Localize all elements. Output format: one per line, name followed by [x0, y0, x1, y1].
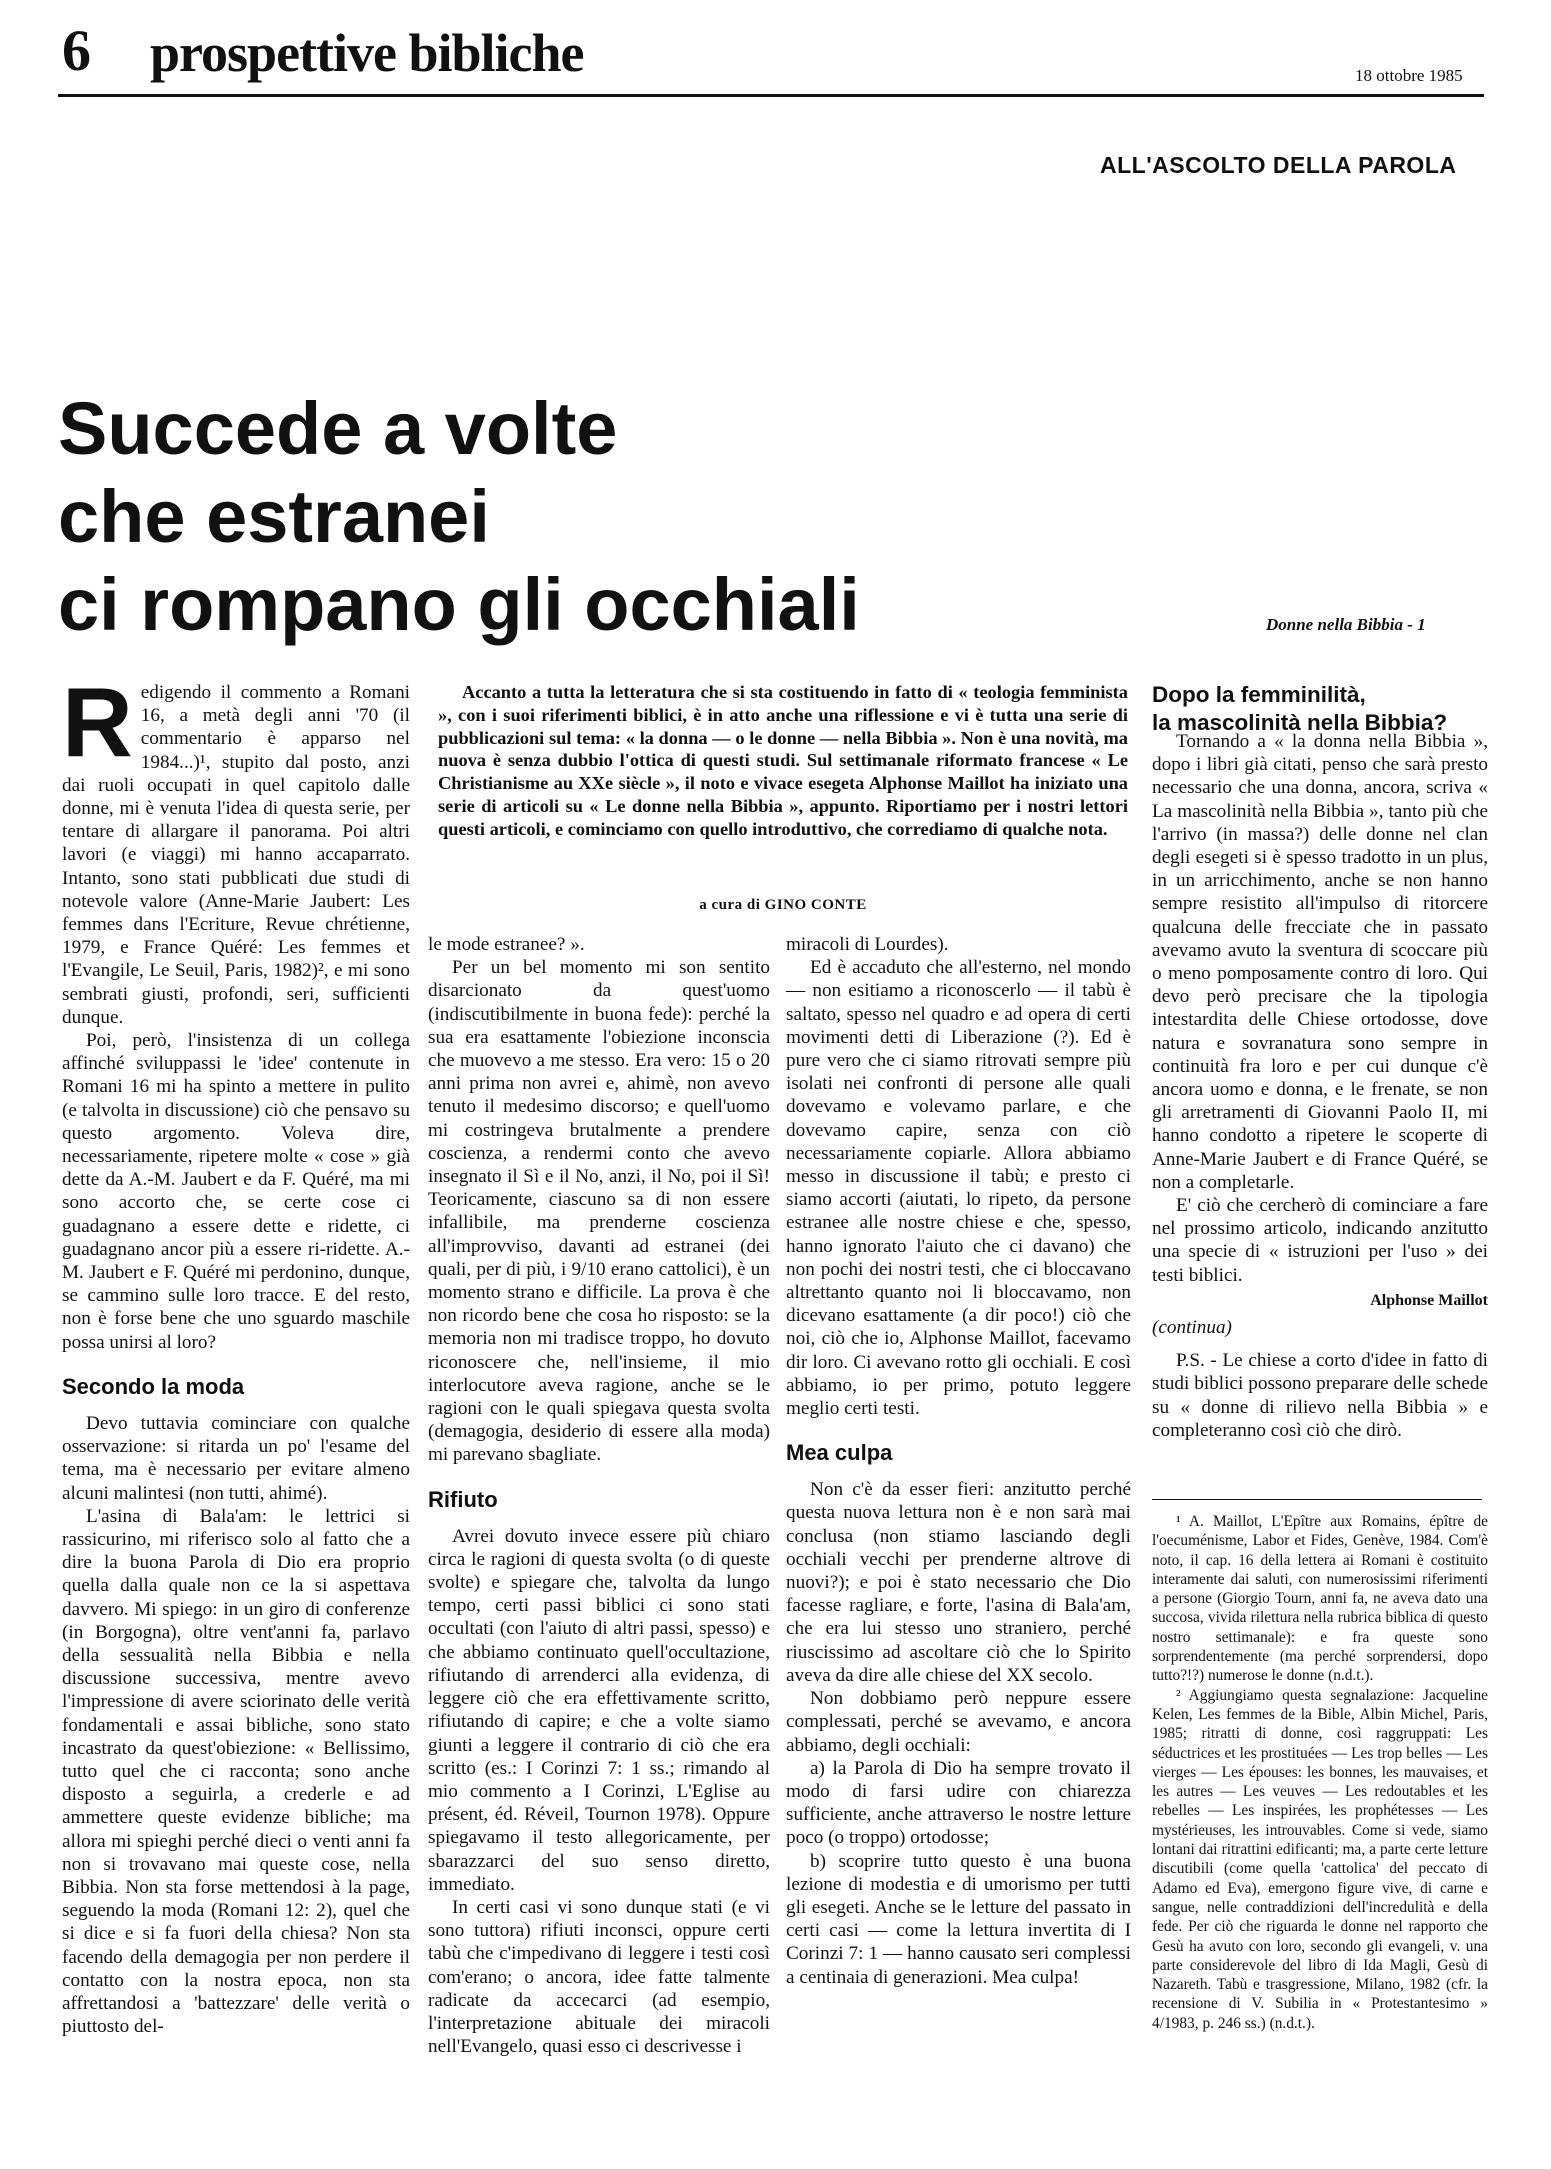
heading-line-2: la mascolinità nella Bibbia? [1152, 710, 1448, 735]
headline-line-2: che estranei [58, 475, 490, 558]
author-signature: Alphonse Maillot [1370, 1291, 1488, 1309]
paragraph: In certi casi vi sono dunque stati (e vi sono tuttora) rifiuti inconsci, oppure certi tabù che c'impedivano di leggere i testi così com'erano; o ancora, idee fatte talmente radicate da accecarci (ad esempio, l'interpretazione abituale dei miracoli nell'Evangelo, quasi esso ci descrivesse i [428, 1896, 770, 2058]
continua-note: (continua) [1152, 1317, 1232, 1339]
issue-date: 18 ottobre 1985 [1355, 66, 1463, 85]
postscript: P.S. - Le chiese a corto d'idee in fatto di studi biblici possono preparare delle schede su « donne di rilievo nella Bibbia » e completeranno così ciò che dirò. [1152, 1350, 1488, 1441]
headline-line-1: Succede a volte [58, 387, 618, 470]
article-column-2 [428, 933, 770, 2058]
subheading-secondo-la-moda: Secondo la moda [62, 1373, 245, 1399]
footnote-1: ¹ A. Maillot, L'Epître aux Romains, épître de l'oecuménisme, Labor et Fides, Genève, 1984. Com'è noto, il cap. 16 della lettera ai Romani è costituito interamente dai saluti, con numerosissimi riferimenti a persone (Giorgio Tourn, anni fa, ne aveva dato una succosa, vivida rilettura nella rubrica biblica di questo nostro settimanale): e fra queste sono sorprendentemente (ma perché sorprendersi, dopo tutto?!?) numerose le donne (n.d.t.). [1152, 1513, 1488, 1685]
subheading-rifiuto: Rifiuto [428, 1486, 498, 1512]
paragraph [62, 667, 410, 1029]
paragraph-text: edigendo il commento a Romani 16, a metà degli anni '70 (il commentario è apparso nel 1984...)¹, stupito dal posto, anzi dai ruoli occupati in quel capitolo dalle donne, mi è venuta l'idea di questa serie, per tentare di allargare il panorama. Poi altri lavori (e viaggi) mi hanno accaparrato. Intanto, sono stati pubblicati due studi di notevole valore (Anne-Marie Jaubert: Les femmes dans l'Ecriture, Revue chrétienne, 1979, e France Quéré: Les femmes et l'Evangile, Le Seuil, Paris, 1982)², e mi sono sembrati giusti, profondi, seri, sufficienti dunque. [62, 682, 410, 1028]
paragraph: Tornando a « la donna nella Bibbia », dopo i libri già citati, penso che sarà presto necessario che una donna, ancora, scriva « La mascolinità nella Bibbia », tanto più che l'arrivo (in massa?) delle donne nel clan degli esegeti si è spesso tradotto in un plus, in un arricchimento, anche se non hanno sempre resistito all'impulso di ritorcere qualcuna delle frecciate che in passato avevamo avuto la sventura di scoccare più o meno pomposamente contro di loro. Qui devo però precisare che la tipologia intestardita delle Chiese ortodosse, dove natura e sovranatura sono sempre in continuità fra loro e per cui dunque c'è ancora uomo e donna, e le frenate, se non gli arretramenti di Giovanni Paolo II, mi hanno condotto a ripetere le scoperte di Anne-Marie Jaubert e di France Quéré, se non a completarle. [1152, 731, 1488, 1193]
footnote-2: ² Aggiungiamo questa segnalazione: Jacqueline Kelen, Les femmes de la Bible, Albin Michel, Paris, 1985; ritratti di donne, così raggruppati: Les séductrices et les prostituées — Les trop belles — Les vierges — Les épouses: les bonnes, les mauvaises, et les autres — Les veuves — Les redoutables et les rebelles — Les inspirées, les prophétesses — Les mystérieuses, les introuvables. Come si vede, siamo lontani dai ritrattini edificanti; ma, a parte certe letture discutibili (come quella 'cattolica' del peccato di Adamo ed Eva), emergono figure vive, di carne e sangue, nelle contraddizioni dell'incredulità e della fede. Per ciò che riguarda le donne nel rapporto che Gesù ha avuto con loro, secondo gli evangeli, v. una parte considerevole del libro di Ida Magli, Gesù di Nazareth. Tabù e trasgressione, Milano, 1982 (cfr. la recensione di V. Subilia in « Protestantesimo » 4/1983, p. 246 ss.) (n.d.t.). [1152, 1686, 1488, 2032]
paragraph: Per un bel momento mi son sentito disarcionato da quest'uomo (indiscutibilmente in buona fede): perché la sua era esattamente l'obiezione inconscia che muovevo a me stesso. Era vero: 15 o 20 anni prima non avrei e, ahimè, non avevo tenuto il medesimo discorso; e quell'uomo mi costringeva brutalmente a prendere coscienza, a rendermi conto che avevo insegnato il Sì e il No, anzi, il No, poi il Sì! Teoricamente, ciascuno sa di non essere infallibile, ma prenderne coscienza all'improvviso, davanti ad estranei (dei quali, per di più, i 9/10 erano cattolici), è un momento strano e difficile. La prova è che non ricordo bene che cosa ho risposto: se la memoria non mi tradisce troppo, ho dovuto riconoscere che, nell'insieme, il mio interlocutore aveva ragione, anche se le ragioni con le quali spiegava questa svolta (demagogia, desiderio di essere alla moda) mi parevano sbagliate. [428, 957, 770, 1466]
paragraph: Avrei dovuto invece essere più chiaro circa le ragioni di questa svolta (o di queste svolte) e spiegare che, talvolta da lungo tempo, certi passi biblici ci sono stati occultati (con l'aiuto di altri passi, spesso) e che abbiamo continuato quell'occultazione, rifiutando di arrenderci alla evidenza, di leggere ciò che era effettivamente scritto, rifiutando di capire; e che a volte siamo giunti a leggere il contrario di ciò che era scritto (es.: I Corinzi 7: 1 ss.; rimando al mio commento a I Corinzi, L'Eglise au présent, éd. Réveil, Tournon 1978). Oppure spiegavamo il testo allegoricamente, per sbarazzarci del suo senso diretto, immediato. [428, 1525, 770, 1895]
page-number: 6 [62, 18, 91, 83]
paragraph: Non c'è da esser fieri: anzitutto perché questa nuova lettura non è e non sarà mai conclusa (non stiamo lasciando degli occhiali vecchi per prenderne altrove di nuovi?); e poi è stato necessario che Dio facesse ragliare, e forte, l'asina di Bala'am, che era lui stesso uno straniero, perché riuscissimo ad ascoltare ciò che lo Spirito aveva da dire alle chiese del XX secolo. [786, 1479, 1131, 1686]
paragraph: L'asina di Bala'am: le lettrici si rassicurino, mi riferisco solo al fatto che a dire la buona Parola di Dio era proprio quella dalla quale non ce la si aspettava davvero. Mi spiego: in un giro di conferenze (in Borgogna), oltre vent'anni fa, parlavo della sessualità nella Bibbia e nella discussione successiva, mentre avevo l'impressione di avere sciorinato delle verità fondamentali e assai bibliche, sono stato incastrato da quest'obiezione: « Bellissimo, tutto quel che ci racconta; sono anche disposto a seguirla, a crederle e ad ammettere queste evidenze bibliche; ma allora mi spieghi perché dieci o venti anni fa non si trovavano mai queste cose, nella Bibbia. Non sta forse mettendosi à la page, seguendo la moda (Romani 12: 2), quel che si dice e si fa fuori della chiesa? Non sta facendo della demagogia per non perdere il contatto con la nostra epoca, non sta affrettandosi a 'battezzare' delle verità o piuttosto del- [62, 1505, 410, 2038]
paragraph: a) la Parola di Dio ha sempre trovato il modo di farsi udire con chiarezza sufficiente, anche attraverso le nostre letture poco (o troppo) ortodosse; [786, 1757, 1131, 1849]
paragraph: b) scoprire tutto questo è una buona lezione di modestia e di umorismo per tutti gli esegeti. Anche se le letture del passato in certi casi — come la lettura invertita di I Corinzi 7: 1 — hanno causato seri complessi a centinaia di generazioni. Mea culpa! [786, 1850, 1131, 1988]
paragraph: miracoli di Lourdes). [786, 934, 949, 955]
footnote-rule [1152, 1499, 1482, 1500]
paragraph: Devo tuttavia cominciare con qualche osservazione: si ritarda un po' l'esame del tema, ma è necessario per evitare almeno alcuni malintesi (non tutti, ahimé). [62, 1412, 410, 1504]
paragraph: Ed è accaduto che all'esterno, nel mondo — non esitiamo a riconoscerlo — il tabù è saltato, spesso nel quadro e ad opera di certi movimenti detti di Liberazione (?). Ed è pure vero che ci siamo ritrovati sempre più isolati nei confronti di persone alle quali dovevamo e volevamo parlare, e che dovevamo capire, senza con ciò necessariamente copiarle. Allora abbiamo messo in discussione il tabù; e presto ci siamo accorti (aiutati, lo ripeto, da persone estranee alle nostre chiese e che, spesso, hanno ignorato l'aiuto che ci davano) che non pochi dei nostri testi, che ci bloccavano altrettanto quanto noi li bloccavamo, non dicevano esattamente (a dir poco!) ciò che noi, ciò che io, Alphonse Maillot, facevamo dir loro. Ci avevano rotto gli occhiali. E così abbiamo, io per primo, potuto leggere meglio certi testi. [786, 957, 1131, 1420]
header-rule [58, 94, 1484, 97]
section-title: prospettive bibliche [150, 23, 584, 83]
rubric: ALL'ASCOLTO DELLA PAROLA [1100, 152, 1457, 178]
series-tag: Donne nella Bibbia - 1 [1266, 615, 1426, 634]
drop-cap: R [62, 667, 133, 777]
paragraph: Non dobbiamo però neppure essere complessati, perché se avevamo, e ancora abbiamo, degli occhiali: [786, 1688, 1131, 1756]
article-column-4 [1152, 730, 1488, 1442]
paragraph: E' ciò che cercherò di cominciare a fare nel prossimo articolo, indicando anzitutto una specie di « istruzioni per l'uso » dei testi biblici. [1152, 1195, 1488, 1286]
paragraph: Poi, però, l'insistenza di un collega affinché sviluppassi le 'idee' contenute in Romani 16 mi ha spinto a mettere in pulito (e talvolta in discussione) ciò che pensavo su questo argomento. Voleva dire, necessariamente, ripetere molte « cose » già dette da A.-M. Jaubert e da F. Quéré, ma mi sono accorto che, se certe cose ci guadagnano a essere dette e ridette, ci guadagnano ancor più a essere ri-ridette. A.-M. Jaubert e F. Quéré mi perdonino, dunque, se cammino sulle loro tracce. E del resto, non è forse bene che uno sguardo maschile possa unirsi al loro? [62, 1030, 410, 1353]
article-intro: Accanto a tutta la letteratura che si sta costituendo in fatto di « teologia femminista », con i suoi riferimenti biblici, è in atto anche una riflessione e vi è tutta una serie di pubblicazioni sul tema: « la donna — o le donne — nella Bibbia ». Non è una novità, ma nuova è senza dubbio l'ottica di questi studi. Sul settimanale riformato francese « Le Christianisme au XXe siècle », il noto e vivace esegeta Alphonse Maillot ha iniziato una serie di articoli su « Le donne nella Bibbia », appunto. Riportiamo per i nostri lettori questi articoli, e cominciamo con quello introduttivo, che corrediamo di qualche nota. [438, 682, 1128, 839]
byline: a cura di GINO CONTE [699, 897, 867, 913]
headline [58, 385, 860, 649]
column-4-heading [1152, 681, 1492, 737]
heading-line-1: Dopo la femminilità, [1152, 682, 1366, 707]
footnotes [1152, 1512, 1488, 2033]
paragraph: le mode estranee? ». [428, 934, 585, 955]
article-column-1 [62, 667, 410, 2038]
headline-line-3: ci rompano gli occhiali [58, 563, 860, 646]
article-column-3 [786, 933, 1131, 1989]
subheading-mea-culpa: Mea culpa [786, 1440, 893, 1466]
